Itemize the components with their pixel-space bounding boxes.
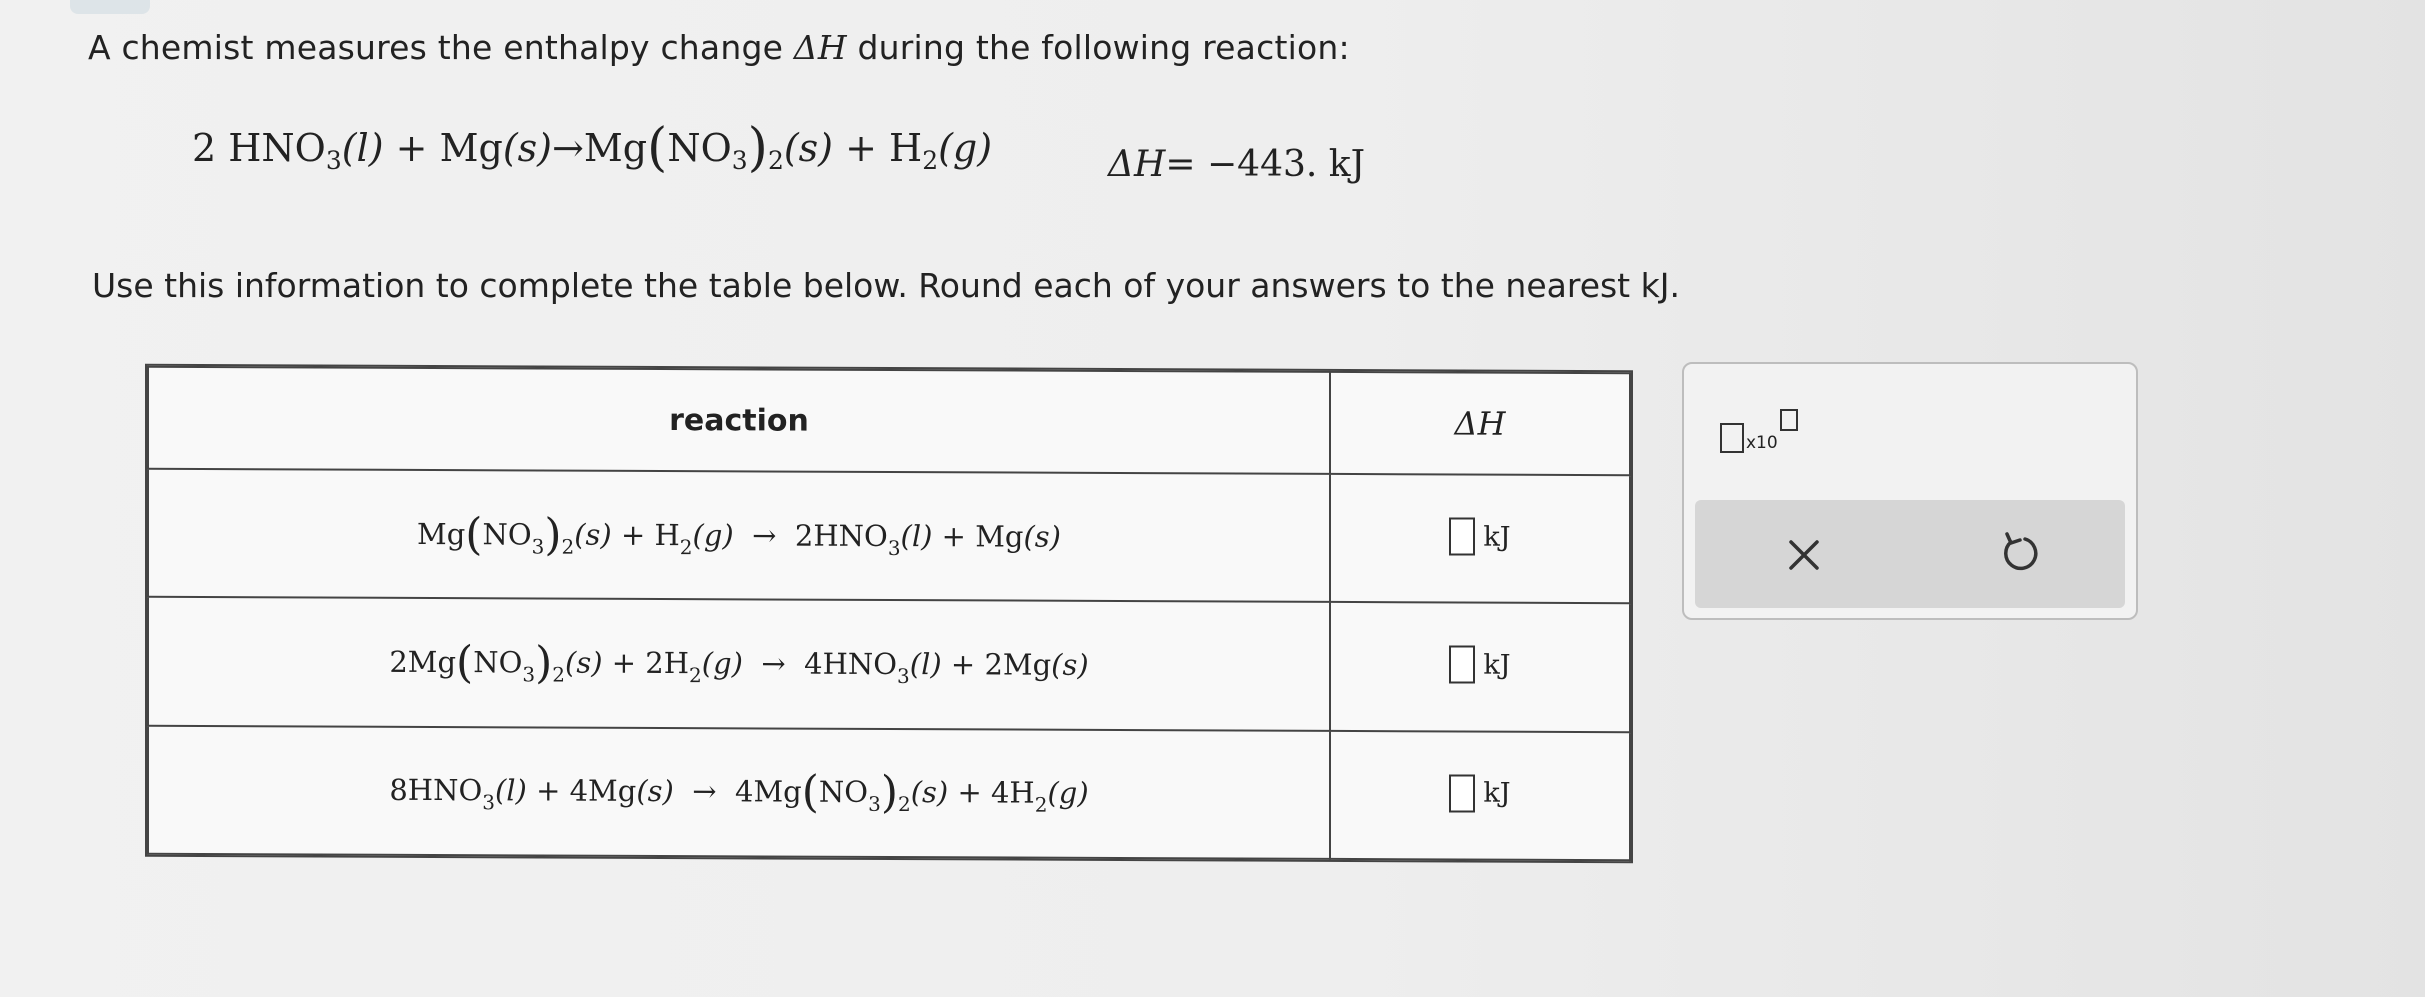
undo-icon (1995, 528, 2047, 580)
rx-plus: + (536, 773, 561, 808)
rx-sub: 2 (689, 663, 702, 688)
rx-sub: 3 (887, 535, 901, 560)
x10-exponent-box-icon (1780, 409, 1798, 431)
answer-input-3[interactable] (1449, 774, 1475, 812)
close-icon (1779, 530, 1829, 580)
answer-tools-panel (1682, 362, 2138, 620)
rx-state: (l) (900, 518, 933, 553)
rx-state: (s) (1023, 519, 1061, 554)
top-tab-decoration (70, 0, 150, 14)
reaction-cell-3 (148, 725, 1330, 859)
rx-term: 2HNO (794, 518, 888, 553)
rx-term: NO (818, 775, 869, 810)
rx-paren: ) (535, 637, 553, 689)
prompt-delta-h: ΔH (793, 28, 847, 67)
rx-state: (s) (636, 774, 674, 809)
prompt-text-before: A chemist measures the enthalpy change (88, 28, 794, 67)
rx-term: 8HNO (389, 773, 483, 808)
instruction-text: Use this information to complete the table below. Round each of your answers to the nearest kJ. (92, 266, 1680, 305)
x10-label: x10 (1746, 433, 1778, 453)
table-row (148, 597, 1630, 732)
rx-term: 4H (990, 775, 1035, 810)
delta-h-cell-1 (1330, 474, 1630, 604)
eq-hno3-sub: 3 (325, 146, 342, 175)
x10-base-box-icon (1720, 423, 1744, 453)
eq-hno3: HNO (228, 126, 326, 170)
header-delta-h: ΔH (1330, 372, 1630, 475)
rx-paren: ( (456, 637, 474, 689)
rx-term: H (654, 517, 680, 552)
rx-term: Mg (975, 519, 1024, 554)
rx-state: (s) (910, 775, 949, 810)
reaction-cell-2 (148, 597, 1330, 730)
action-bar (1695, 500, 2125, 608)
eq-coef: 2 (192, 126, 217, 170)
answer-group-3 (1449, 774, 1510, 812)
question-prompt (88, 28, 1350, 67)
eq-arrow: → (551, 126, 584, 170)
unit-label: kJ (1483, 649, 1511, 681)
eq-mgno3-state: (s) (783, 126, 834, 170)
rx-state: (g) (692, 517, 734, 552)
answer-group-2 (1449, 646, 1510, 684)
eq-h2: H (889, 126, 923, 170)
table-row (148, 469, 1630, 604)
eq-no3-sub: 3 (731, 146, 748, 175)
eq-plus-2: + (845, 126, 877, 170)
answer-input-1[interactable] (1449, 518, 1475, 556)
rx-arrow: → (752, 518, 777, 553)
rx-term: 2H (645, 645, 690, 681)
rx-sub: 2 (561, 534, 575, 559)
rx-state: (l) (909, 647, 942, 682)
dh-label: ΔH (1108, 144, 1166, 185)
prompt-text-after: during the following reaction: (846, 28, 1350, 67)
rx-sub: 3 (522, 662, 536, 687)
rx-term: 2Mg (389, 644, 457, 680)
eq-no3: NO (667, 126, 732, 170)
rx-term: 4Mg (569, 773, 637, 809)
eq-mg-state: (s) (502, 126, 552, 170)
rx-state: (s) (574, 517, 612, 552)
rx-term: Mg (417, 516, 466, 551)
rx-plus: + (957, 775, 982, 810)
undo-button[interactable] (1995, 528, 2047, 580)
rx-arrow: → (761, 646, 786, 681)
rx-sub: 2 (552, 662, 566, 687)
reaction-cell-1 (148, 469, 1330, 602)
rx-state: (g) (1047, 776, 1089, 811)
eq-plus: + (395, 126, 428, 170)
rx-plus: + (620, 517, 646, 552)
rx-plus: + (611, 645, 637, 680)
rx-sub: 3 (531, 534, 545, 559)
rx-paren: ) (544, 509, 562, 561)
rx-term: NO (482, 516, 532, 552)
rx-term: 2Mg (984, 647, 1052, 682)
scientific-notation-button[interactable] (1720, 409, 1798, 453)
table-row (148, 725, 1630, 860)
answer-table (145, 364, 1633, 863)
answer-input-2[interactable] (1449, 646, 1475, 684)
eq-h2-sub: 2 (922, 146, 939, 175)
header-reaction: reaction (148, 367, 1330, 474)
rx-term: 4HNO (804, 646, 898, 682)
answer-group-1 (1449, 518, 1510, 556)
eq-mgno3: Mg (583, 126, 648, 170)
table-header-row (148, 367, 1630, 475)
delta-h-cell-2 (1330, 602, 1630, 732)
eq-paren-open: ( (647, 118, 668, 178)
eq-hno3-state: (l) (341, 126, 384, 170)
delta-h-cell-3 (1330, 731, 1630, 861)
rx-paren: ( (801, 766, 819, 819)
rx-sub: 2 (679, 534, 693, 559)
rx-state: (l) (494, 773, 527, 808)
given-delta-h (1108, 144, 1365, 185)
rx-plus: + (950, 647, 976, 682)
rx-state: (s) (565, 645, 603, 680)
rx-term: 4Mg (735, 774, 802, 809)
rx-sub: 3 (897, 664, 910, 689)
rx-sub: 2 (897, 792, 911, 817)
unit-label: kJ (1483, 777, 1511, 810)
rx-paren: ( (465, 508, 483, 560)
dh-value: = −443. kJ (1165, 144, 1366, 185)
eq-paren-sub: 2 (767, 146, 784, 175)
eq-paren-close: ) (747, 118, 768, 178)
rx-term: NO (473, 645, 523, 680)
given-equation (192, 118, 992, 178)
rx-plus: + (941, 518, 966, 553)
rx-sub: 2 (1034, 792, 1048, 818)
rx-state: (g) (701, 646, 743, 681)
eq-h2-state: (g) (938, 126, 993, 170)
clear-button[interactable] (1779, 530, 1829, 580)
rx-state: (s) (1051, 647, 1089, 682)
unit-label: kJ (1483, 521, 1511, 553)
eq-mg: Mg (439, 126, 503, 170)
rx-sub: 3 (482, 790, 495, 815)
rx-arrow: → (692, 774, 717, 809)
rx-sub: 3 (868, 792, 881, 817)
rx-paren: ) (880, 767, 898, 819)
